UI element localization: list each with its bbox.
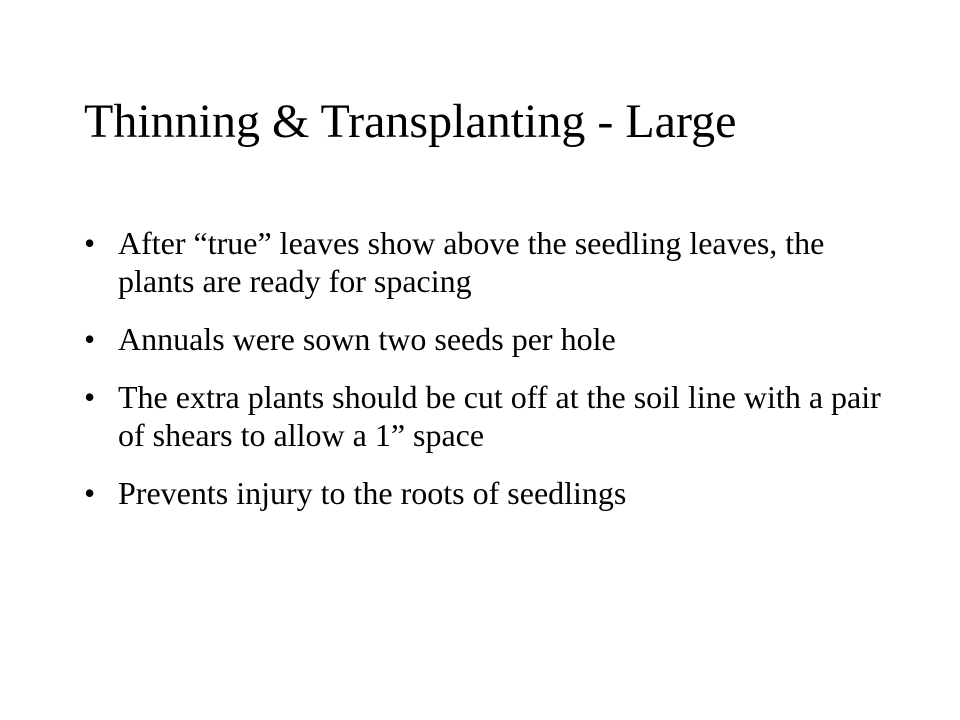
bullet-text: Annuals were sown two seeds per hole	[118, 321, 616, 357]
bullet-text: The extra plants should be cut off at the soil line with a pair of shears to allow a 1” space	[118, 379, 881, 453]
bullet-item-3	[84, 378, 884, 454]
bullet-point-icon: •	[84, 475, 96, 511]
bullet-point-icon: •	[84, 225, 96, 261]
slide-title: Thinning & Transplanting - Large	[84, 95, 737, 148]
bullet-item-1	[84, 224, 884, 300]
bullet-text: After “true” leaves show above the seedling leaves, the plants are ready for spacing	[118, 225, 825, 299]
bullet-list	[84, 224, 884, 532]
bullet-point-icon: •	[84, 379, 96, 415]
bullet-item-2	[84, 320, 884, 358]
bullet-text: Prevents injury to the roots of seedlings	[118, 475, 627, 511]
bullet-point-icon: •	[84, 321, 96, 357]
bullet-item-4	[84, 474, 884, 512]
